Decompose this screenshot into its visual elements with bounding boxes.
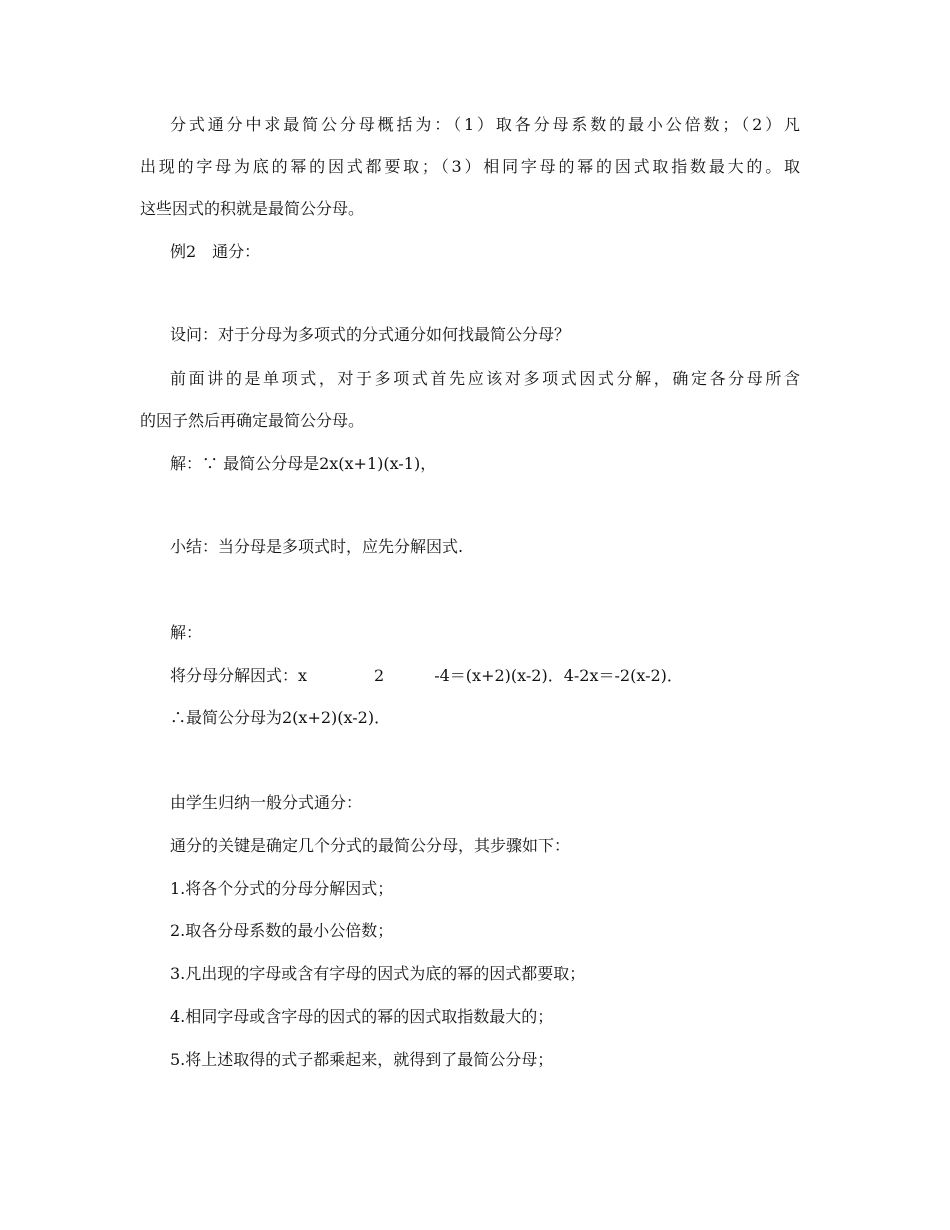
factor-prefix: 将分母分解因式：x	[170, 666, 308, 685]
solution-1-text: 解：∵ 最简公分母是2x(x+1)(x-1)，	[170, 454, 437, 473]
factorization-line	[170, 666, 683, 686]
factor-rest: -4＝(x+2)(x-2)．4-2x＝-2(x-2)．	[434, 666, 683, 685]
step-2: 2.取各分母系数的最小公倍数；	[170, 921, 394, 940]
lcd-conclusion: ∴最简公分母为2(x+2)(x-2)．	[170, 708, 391, 727]
explanation-line-1: 前面讲的是单项式，对于多项式首先应该对多项式因式分解，确定各分母所含	[170, 369, 800, 388]
paragraph-1-line-1: 分式通分中求最简公分母概括为：（1）取各分母系数的最小公倍数；（2）凡	[170, 115, 800, 134]
example-2-heading: 例2 通分：	[170, 242, 261, 261]
explanation-line-2: 的因子然后再确定最简公分母。	[140, 411, 365, 430]
factor-exponent: 2	[374, 666, 385, 685]
generalization-key: 通分的关键是确定几个分式的最简公分母，其步骤如下：	[170, 836, 571, 855]
step-4: 4.相同字母或含字母的因式的幂的因式取指数最大的；	[170, 1007, 554, 1026]
paragraph-1-line-3: 这些因式的积就是最简公分母。	[140, 199, 365, 218]
solution-2-label: 解：	[170, 623, 203, 642]
step-3: 3.凡出现的字母或含有字母的因式为底的幂的因式都要取；	[170, 964, 586, 983]
step-5: 5.将上述取得的式子都乘起来，就得到了最简公分母；	[170, 1050, 554, 1069]
paragraph-1-line-2: 出现的字母为底的幂的因式都要取；（3）相同字母的幂的因式取指数最大的。取	[140, 157, 800, 176]
step-1: 1.将各个分式的分母分解因式；	[170, 879, 394, 898]
question-text: 设问：对于分母为多项式的分式通分如何找最简公分母？	[170, 325, 571, 344]
summary-text: 小结：当分母是多项式时，应先分解因式.	[170, 537, 464, 556]
generalization-intro: 由学生归纳一般分式通分：	[170, 793, 363, 812]
